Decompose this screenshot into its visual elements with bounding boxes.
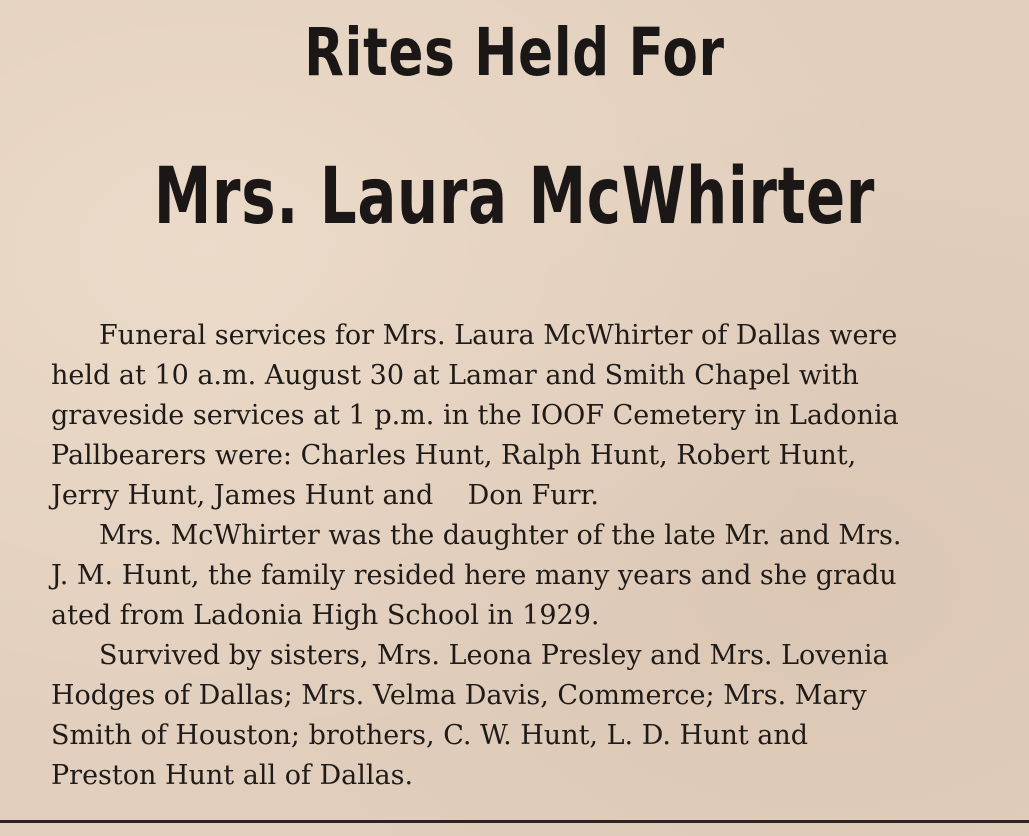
- article-line: J. M. Hunt, the family resided here many years and she gradu: [51, 560, 897, 591]
- article-line: Jerry Hunt, James Hunt and Don Furr.: [51, 480, 600, 511]
- article-line: Pallbearers were: Charles Hunt, Ralph Hunt, Robert Hunt,: [51, 440, 857, 471]
- article-line: Survived by sisters, Mrs. Leona Presley and Mrs. Lovenia: [99, 640, 889, 671]
- article-line: Smith of Houston; brothers, C. W. Hunt, L. D. Hunt and: [51, 720, 809, 751]
- article-line: Mrs. McWhirter was the daughter of the late Mr. and Mrs.: [99, 520, 902, 551]
- article-line: Preston Hunt all of Dallas.: [51, 760, 414, 791]
- paragraph-survivors: [51, 636, 1026, 796]
- article-body: [51, 316, 1026, 796]
- headline-line-2: Mrs. Laura McWhirter: [153, 152, 876, 242]
- paragraph-family-background: [51, 516, 1026, 636]
- article-line: Funeral services for Mrs. Laura McWhirter of Dallas were: [99, 320, 898, 351]
- paragraph-funeral-services: [51, 316, 1026, 516]
- bottom-divider-rule: [0, 820, 1029, 823]
- article-line: graveside services at 1 p.m. in the IOOF Cemetery in Ladonia: [51, 400, 899, 431]
- article-line: held at 10 a.m. August 30 at Lamar and Smith Chapel with: [51, 360, 859, 391]
- article-line: ated from Ladonia High School in 1929.: [51, 600, 600, 631]
- article-line: Hodges of Dallas; Mrs. Velma Davis, Commerce; Mrs. Mary: [51, 680, 867, 711]
- headline-line-1: Rites Held For: [304, 14, 725, 91]
